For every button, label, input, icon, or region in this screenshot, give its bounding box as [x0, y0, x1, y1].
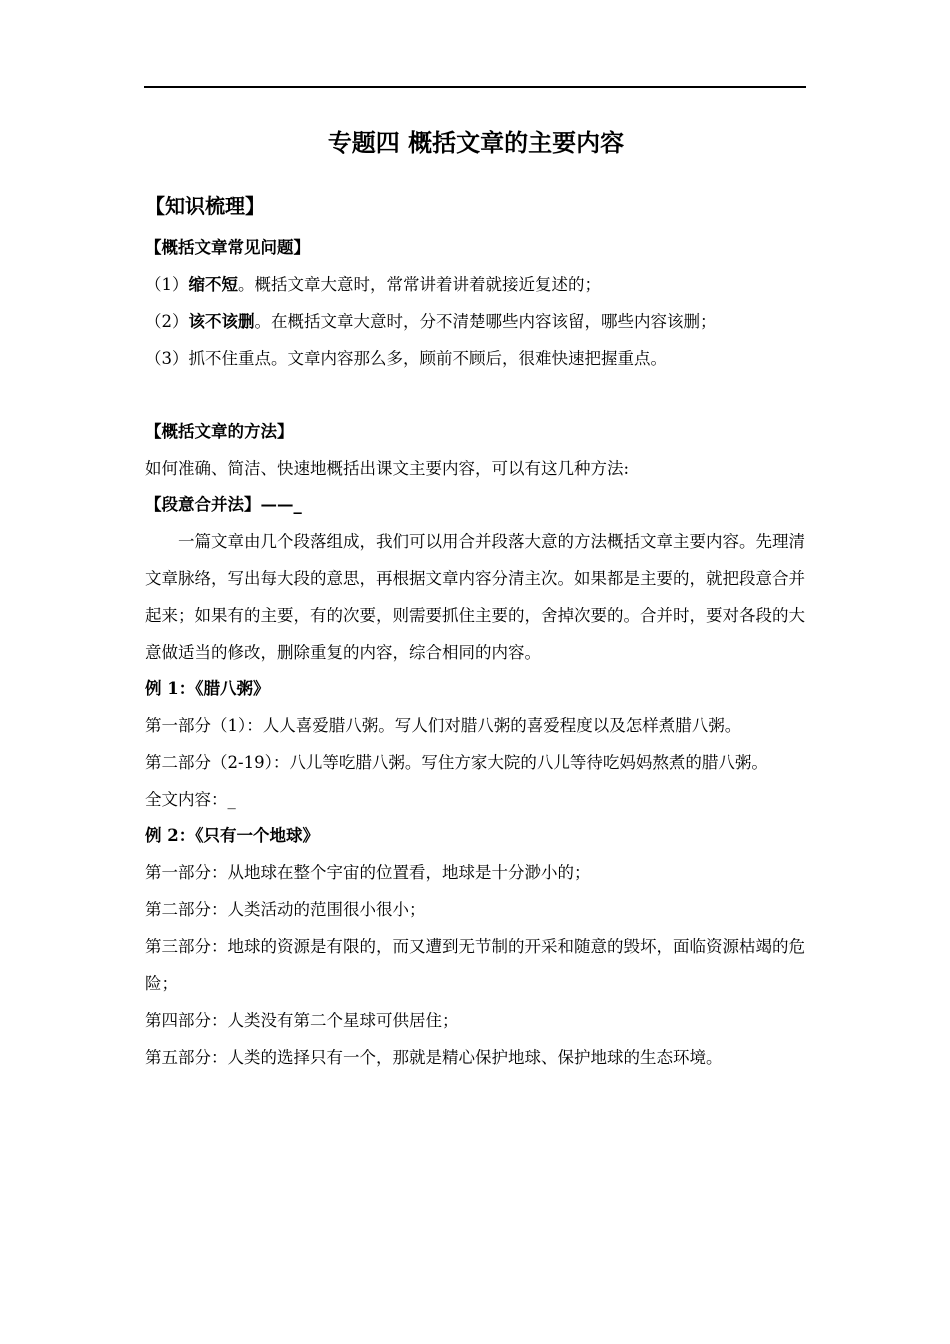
problem-text: 抓不住重点。文章内容那么多，顾前不顾后，很难快速把握重点。: [188, 349, 667, 368]
section-title: 【知识梳理】: [145, 194, 265, 218]
methods-heading: 【概括文章的方法】: [145, 422, 294, 441]
method1-paragraph: 一篇文章由几个段落组成，我们可以用合并段落大意的方法概括文章主要内容。先理清文章脉络，写出每大段的意思，再根据文章内容分清主次。如果都是主要的，就把段意合并起来；如果有的主要，有的次要，则需要抓住主要的，舍掉次要的。合并时，要对各段的大意做适当的修改，删除重复的内容，综合相同的内容。: [145, 532, 805, 662]
example2-part: 第五部分：人类的选择只有一个，那就是精心保护地球、保护地球的生态环境。: [145, 1048, 723, 1067]
methods-intro: 如何准确、简洁、快速地概括出课文主要内容，可以有这几种方法:: [145, 459, 630, 478]
problem-num: （2）: [145, 312, 189, 331]
example1-summary: 全文内容：_: [145, 790, 236, 809]
problem-num: （3）: [145, 349, 189, 368]
problem-text: 。在概括文章大意时，分不清楚哪些内容该留，哪些内容该删；: [254, 312, 717, 331]
method1-title: 【段意合并法】——_: [145, 495, 302, 514]
example2-title: 例 2：《只有一个地球》: [145, 826, 319, 845]
page-title: 专题四 概括文章的主要内容: [327, 128, 625, 157]
problem-item-2: [145, 303, 807, 340]
spacer: [145, 377, 807, 414]
header-rule: [144, 86, 806, 88]
example1-part2: 第二部分（2-19）：八儿等吃腊八粥。写住方家大院的八儿等待吃妈妈熬煮的腊八粥。: [145, 753, 768, 772]
example2-part: 第一部分：从地球在整个宇宙的位置看，地球是十分渺小的；: [145, 863, 591, 882]
problem-num: （1）: [145, 275, 189, 294]
document-body: [145, 120, 807, 1076]
example1-title: 例 1：《腊八粥》: [145, 679, 270, 698]
problem-item-1: [145, 266, 807, 303]
problem-key: 该不该删: [188, 312, 255, 331]
problem-key: 缩不短: [188, 275, 238, 294]
example2-part: 第二部分：人类活动的范围很小很小；: [145, 900, 426, 919]
problem-item-3: [145, 340, 807, 377]
example1-part1: 第一部分（1）：人人喜爱腊八粥。写人们对腊八粥的喜爱程度以及怎样煮腊八粥。: [145, 716, 742, 735]
example2-part: 第三部分：地球的资源是有限的，而又遭到无节制的开采和随意的毁坏，面临资源枯竭的危险；: [145, 937, 805, 993]
example2-part: 第四部分：人类没有第二个星球可供居住；: [145, 1011, 459, 1030]
problem-text: 。概括文章大意时，常常讲着讲着就接近复述的；: [238, 275, 601, 294]
problems-heading: 【概括文章常见问题】: [145, 238, 310, 257]
